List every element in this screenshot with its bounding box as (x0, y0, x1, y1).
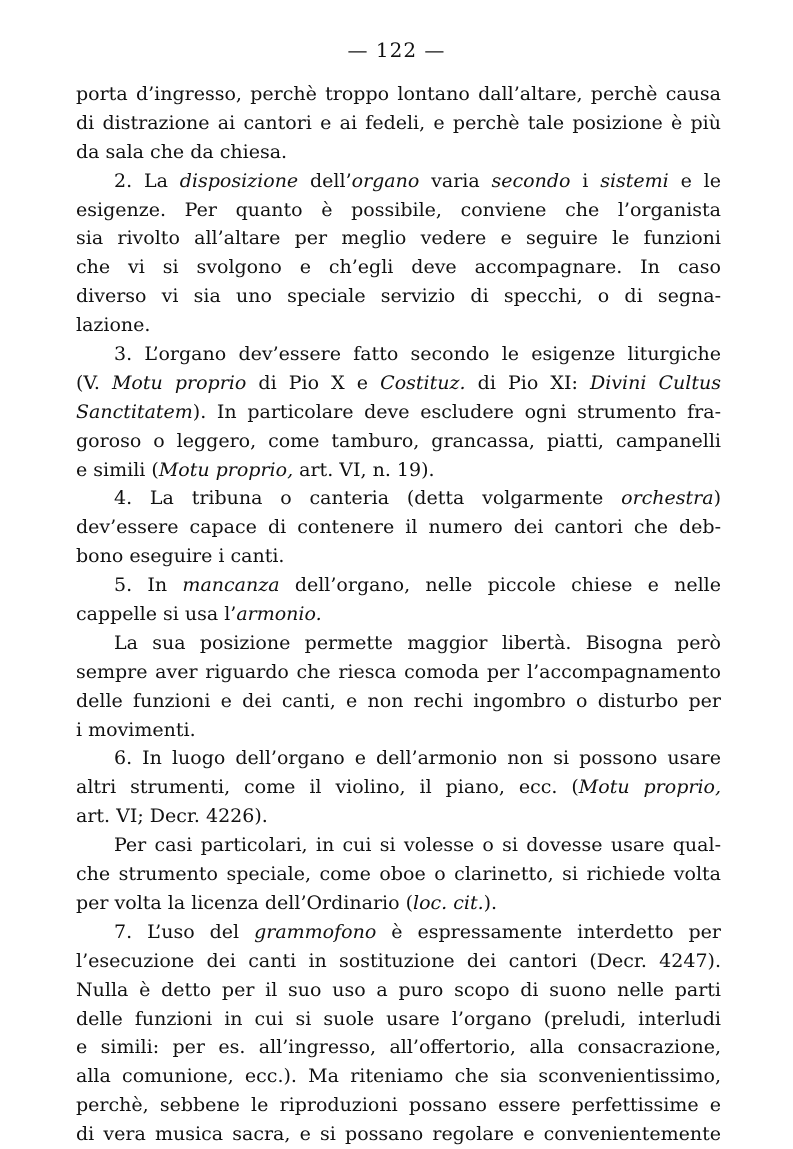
text-line (76, 1091, 721, 1120)
text-line (76, 1120, 721, 1149)
text-run: dev’essere capace di contenere il numero dei cantori che deb- (76, 516, 721, 539)
italic-text: orchestra (621, 487, 714, 510)
text-run: dell’organo, nelle piccole chiese e nelle (279, 574, 721, 597)
text-line (76, 427, 721, 456)
text-run: delle funzioni e dei canti, e non rechi ingombro o disturbo per (76, 689, 721, 712)
italic-text: Costituz. (380, 371, 466, 394)
text-run: per volta la licenza dell’Ordinario ( (76, 891, 413, 914)
text-run: 7. L’uso del (114, 920, 255, 943)
text-line (76, 513, 721, 542)
text-run: che vi si svolgono e ch’egli deve accompagnare. In caso (76, 256, 721, 279)
text-line (76, 716, 721, 745)
text-run: La sua posizione permette maggior libertà. Bisogna però (114, 631, 721, 654)
text-run: 5. In (114, 574, 183, 597)
text-run: i (570, 169, 601, 192)
text-run: porta d’ingresso, perchè troppo lontano dall’altare, perchè causa (76, 83, 721, 105)
text-run: cappelle si usa l’ (76, 603, 237, 626)
text-run: e simili ( (76, 458, 159, 481)
text-line (76, 311, 721, 340)
text-run: 3. L’organo dev’essere fatto secondo le esigenze liturgiche (114, 343, 721, 366)
text-run: 6. In luogo dell’organo e dell’armonio non si possono usare (114, 747, 721, 770)
text-line (76, 398, 721, 427)
text-run: da sala che da chiesa. (76, 140, 288, 163)
italic-text: grammofono (254, 920, 377, 943)
text-line (76, 831, 721, 860)
text-run: di vera musica sacra, e si possano regolare e convenientemente (76, 1123, 721, 1146)
text-line (76, 1062, 721, 1091)
text-line (76, 947, 721, 976)
text-line (76, 658, 721, 687)
text-run: goroso o leggero, come tamburo, grancassa, piatti, campanelli (76, 429, 721, 452)
italic-text: Motu proprio, (158, 458, 294, 481)
text-run: 4. La tribuna o canteria (detta volgarmente (114, 487, 622, 510)
italic-text: loc. cit. (413, 891, 484, 914)
text-run: e le (668, 169, 721, 192)
text-line (76, 744, 721, 773)
text-run: ) (713, 487, 721, 510)
italic-text: secondo (491, 169, 571, 192)
body-text (76, 80, 721, 1149)
text-run: (V. (76, 371, 112, 394)
text-line (76, 889, 721, 918)
text-line (76, 484, 721, 513)
text-line (76, 1005, 721, 1034)
text-line (76, 224, 721, 253)
text-line (76, 138, 721, 167)
text-run: lazione. (76, 314, 151, 337)
text-run: Per casi particolari, in cui si volesse o si dovesse usare qual- (114, 834, 721, 857)
text-run: alla comunione, ecc.). Ma riteniamo che sia sconvenientissimo, (76, 1065, 721, 1088)
italic-text: disposizione (179, 169, 299, 192)
text-line (76, 109, 721, 138)
text-line (76, 167, 721, 196)
text-run: art. VI, n. 19). (293, 458, 435, 481)
text-run: ). In particolare deve escludere ogni strumento fra- (192, 400, 721, 423)
italic-text: sistemi (600, 169, 669, 192)
text-run: l’esecuzione dei canti in sostituzione dei cantori (Decr. 4247). (76, 949, 721, 972)
text-run: diverso vi sia uno speciale servizio di specchi, o di segna- (76, 285, 721, 308)
text-run: di distrazione ai cantori e ai fedeli, e perchè tale posizione è più (76, 111, 721, 134)
text-line (76, 340, 721, 369)
text-line (76, 282, 721, 311)
text-run: varia (419, 169, 492, 192)
italic-text: armonio. (236, 603, 322, 626)
text-run: 2. La (114, 169, 180, 192)
page-number: — 122 — (347, 38, 446, 62)
text-line (76, 629, 721, 658)
text-run: perchè, sebbene le riproduzioni possano essere perfettissime e (76, 1094, 721, 1117)
text-run: bono eseguire i canti. (76, 545, 285, 568)
text-line (76, 456, 721, 485)
text-line (76, 687, 721, 716)
text-line (76, 542, 721, 571)
text-line (76, 253, 721, 282)
text-line (76, 773, 721, 802)
text-line (76, 196, 721, 225)
text-run: sempre aver riguardo che riesca comoda per l’accompagnamento (76, 660, 721, 683)
italic-text: Motu proprio, (578, 776, 721, 799)
text-line (76, 80, 721, 109)
text-run: e simili: per es. all’ingresso, all’offertorio, alla consacrazione, (76, 1036, 721, 1059)
text-line (76, 600, 721, 629)
text-run: ). (483, 891, 498, 914)
italic-text: Divini Cultus (589, 371, 721, 394)
text-line (76, 571, 721, 600)
text-run: di Pio XI: (465, 371, 590, 394)
italic-text: mancanza (182, 574, 280, 597)
text-run: dell’ (298, 169, 352, 192)
text-run: esigenze. Per quanto è possibile, conviene che l’organista (76, 198, 721, 221)
text-run: sia rivolto all’altare per meglio vedere e seguire le funzioni (76, 227, 721, 250)
text-run: che strumento speciale, come oboe o clarinetto, si richiede volta (76, 863, 721, 886)
text-run: art. VI; Decr. 4226). (76, 805, 268, 828)
italic-text: organo (351, 169, 420, 192)
text-run: Nulla è detto per il suo uso a puro scopo di suono nelle parti (76, 978, 721, 1001)
text-line (76, 860, 721, 889)
text-run: altri strumenti, come il violino, il piano, ecc. ( (76, 776, 579, 799)
text-run: di Pio X e (246, 371, 381, 394)
text-run: è espressamente interdetto per (376, 920, 721, 943)
text-line (76, 918, 721, 947)
text-line (76, 369, 721, 398)
text-line (76, 802, 721, 831)
italic-text: Motu proprio (111, 371, 247, 394)
italic-text: Sanctitatem (76, 400, 193, 423)
text-run: delle funzioni in cui si suole usare l’organo (preludi, interludi (76, 1007, 721, 1030)
text-line (76, 1033, 721, 1062)
text-line (76, 976, 721, 1005)
text-run: i movimenti. (76, 718, 196, 741)
